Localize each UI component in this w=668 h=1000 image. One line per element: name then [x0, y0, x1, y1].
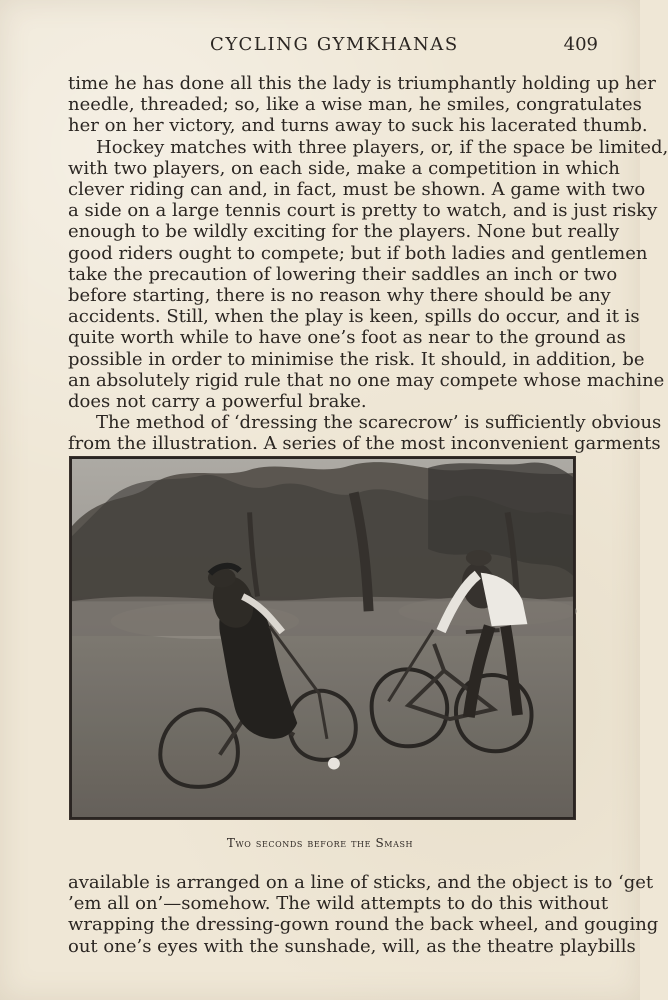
- text-line: needle, threaded; so, like a wise man, he smiles, congratulates: [68, 94, 642, 116]
- text-line: wrapping the dressing-gown round the back wheel, and gouging: [68, 914, 659, 936]
- paragraph-2: [68, 136, 668, 413]
- body-text-bottom: [68, 872, 659, 957]
- illustration-photo: [69, 456, 576, 820]
- page-number: 409: [563, 34, 598, 55]
- text-line: accidents. Still, when the play is keen, spills do occur, and it is: [68, 306, 640, 328]
- text-line: before starting, there is no reason why there should be any: [68, 285, 611, 307]
- text-line: Hockey matches with three players, or, if the space be limited,: [96, 136, 668, 158]
- text-line: ’em all on’—somehow. The wild attempts to do this without: [68, 893, 609, 915]
- paragraph-3: [68, 412, 662, 455]
- text-line: her on her victory, and turns away to suck his lacerated thumb.: [68, 115, 648, 137]
- figure-caption: Two seconds before the Smash: [226, 836, 414, 850]
- text-line: from the illustration. A series of the most inconvenient garments: [68, 433, 661, 455]
- body-text-top: [68, 73, 668, 455]
- text-line: clever riding can and, in fact, must be shown. A game with two: [68, 179, 646, 201]
- text-line: with two players, on each side, make a competition in which: [68, 157, 620, 179]
- text-line: available is arranged on a line of sticks, and the object is to ‘get: [68, 872, 654, 893]
- text-line: The method of ‘dressing the scarecrow’ is sufficiently obvious: [96, 412, 662, 434]
- text-line: quite worth while to have one’s foot as near to the ground as: [68, 327, 626, 349]
- cycling-polo-photo: [71, 458, 574, 818]
- text-line: an absolutely rigid rule that no one may compete whose machine: [68, 369, 665, 391]
- text-line: time he has done all this the lady is triumphantly holding up her: [68, 73, 656, 94]
- running-head: [68, 34, 598, 62]
- text-line: good riders ought to compete; but if both ladies and gentlemen: [68, 242, 648, 264]
- page-title: CYCLING GYMKHANAS: [210, 34, 459, 55]
- text-line: enough to be wildly exciting for the players. None but really: [68, 221, 620, 243]
- paragraph-4: [68, 872, 659, 957]
- text-line: a side on a large tennis court is pretty to watch, and is just risky: [68, 200, 658, 222]
- text-line: take the precaution of lowering their saddles an inch or two: [68, 263, 618, 285]
- text-line: possible in order to minimise the risk. It should, in addition, be: [68, 348, 645, 370]
- paragraph-1: [68, 73, 656, 137]
- text-line: does not carry a powerful brake.: [68, 391, 367, 413]
- text-line: out one’s eyes with the sunshade, will, as the theatre playbills: [68, 935, 636, 957]
